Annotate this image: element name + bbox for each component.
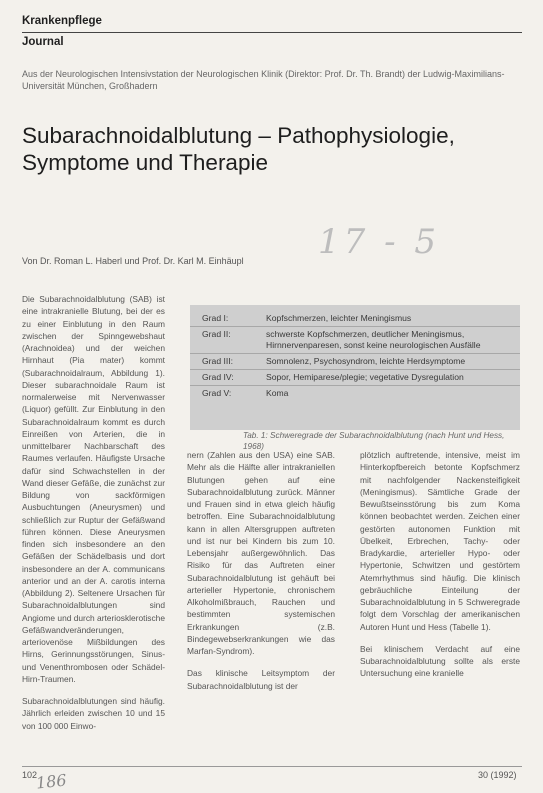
table-row (190, 370, 520, 386)
handwritten-number: 17 - 5 (318, 222, 440, 262)
issue-year: 30 (1992) (478, 770, 517, 780)
text-column-1 (22, 293, 165, 742)
desc-cell: Kopfschmerzen, leichter Meningismus (260, 311, 520, 327)
grade-cell: Grad IV: (190, 370, 260, 386)
grade-cell: Grad I: (190, 311, 260, 327)
grade-cell: Grad V: (202, 388, 232, 398)
paragraph: Subarachnoidalblutungen sind häufig. Jährlich erleiden zwischen 10 und 15 von 100 000 Einwo- (22, 696, 165, 731)
grade-cell: Grad II: (190, 327, 260, 354)
journal-header (22, 14, 522, 50)
author-line: Von Dr. Roman L. Haberl und Prof. Dr. Karl M. Einhäupl (22, 256, 244, 266)
table-row (190, 311, 520, 327)
table-row (190, 327, 520, 354)
journal-name-line1: Krankenpflege (22, 15, 102, 27)
handwritten-annotation: 186 (35, 770, 68, 793)
grade-table (190, 311, 520, 401)
page-number: 102 (22, 770, 38, 780)
desc-cell: Koma (266, 388, 289, 398)
paragraph: plötzlich auftretende, intensive, meist im Hinterkopfbereich betonte Kopfschmerz mit nachfolgender Nackensteifigkeit (Meningismus). Sämtliche Grade der Bewußtseinsstörung bis zum Koma können beobachtet werden. Zeichen einer gestörten autonomen Funktion mit Übelkeit, Erbrechen, Tachy- oder Bradykardie, arterieller Hypo- oder Hypertonie, Schwitzen und gestörtem Atemrhythmus sind häufig. Die klinisch gebräuchliche Einteilung der Subarachnoidalblutung in 5 Schweregrade folgt dem Vorschlag der amerikanischen Autoren Hunt und Hess (Tabelle 1). (360, 450, 520, 632)
table-row (190, 354, 520, 370)
table-caption: Tab. 1: Schweregrade der Subarachnoidalblutung (nach Hunt und Hess, 1968) (243, 431, 505, 451)
footer-rule (22, 766, 522, 767)
paragraph: Die Subarachnoidalblutung (SAB) ist eine intrakranielle Blutung, bei der es zu einer Einblutung in den Raum zwischen der Spinngewebshaut (Arachnoidea) und der weichen Hirnhaut (Pia mater) kommt (Subarachnoidalraum, Abbildung 1). Dieser subarachnoidale Raum ist normalerweise mit Nervenwasser (Liquor) gefüllt. Zur Einblutung in den Subarachnoidalraum kommt es durch Einreißen von Arterien, die in unmittelbarer Nachbarschaft des Raumes verlaufen. Häufigste Ursache dafür sind Schwachstellen in der Wand dieser Gefäße, die zunächst zur Bildung von sackförmigen Ausbuchtungen (Aneurysmen) und schließlich zur Ruptur der Gefäßwand führen können. Diese Aneurysmen finden sich insbesondere an den Gefäßen der Schädelbasis und dort insbesondere an der A. communicans anterior und an der A. carotis interna (Abbildung 2). Seltenere Ursachen für Subarachnoidalblutungen sind Angiome und durch arteriosklerotische Gefäßwandveränderungen, arteriovenöse Mißbildungen des Hirns, Gerinnungsstörungen, Sinus- und Venenthrombosen oder Schädel-Hirn-Traumen. (22, 294, 165, 684)
table-row (190, 386, 520, 402)
text-column-3 (360, 449, 520, 690)
grade-cell: Grad III: (190, 354, 260, 370)
text-column-2 (187, 449, 335, 702)
institution-note: Aus der Neurologischen Intensivstation der Neurologischen Klinik (Direktor: Prof. Dr. Th. Brandt) der Ludwig-Maximilians-Universität München, Großhadern (22, 69, 505, 92)
paragraph: Das klinische Leitsymptom der Subarachnoidalblutung ist der (187, 668, 335, 691)
desc-cell: schwerste Kopfschmerzen, deutlicher Meningismus, Hirnnervenparesen, sonst keine neurologischen Ausfälle (260, 327, 520, 354)
grade-table-box (190, 305, 520, 430)
article-title: Subarachnoidalblutung – Pathophysiologie, Symptome und Therapie (22, 123, 455, 176)
journal-name-line2: Journal (22, 35, 64, 48)
header-rule (22, 32, 522, 33)
paragraph: Bei klinischem Verdacht auf eine Subarachnoidalblutung sollte als erste Untersuchung eine kranielle (360, 643, 520, 679)
desc-cell: Somnolenz, Psychosyndrom, leichte Herdsymptome (260, 354, 520, 370)
desc-cell: Sopor, Hemiparese/plegie; vegetative Dysregulation (260, 370, 520, 386)
paragraph: nern (Zahlen aus den USA) eine SAB. Mehr als die Hälfte aller intrakraniellen Blutungen gehen auf eine Subarachnoidalblutung zurück. Männer und Frauen sind in etwa gleich häufig betroffen. Eine Subarachnoidalblutung kann in allen Altersgruppen auftreten und ist nur bei Kindern bis zum 10. Lebensjahr außergewöhnlich. Das Risiko für das Auftreten einer Subarachnoidalblutung ist gehäuft bei arterieller Hypertonie, chronischem Alkoholmißbrauch, Rauchen und bestimmten systemischen Erkrankungen (z.B. Bindegewebserkrankungen wie das Marfan-Syndrom). (187, 450, 335, 656)
